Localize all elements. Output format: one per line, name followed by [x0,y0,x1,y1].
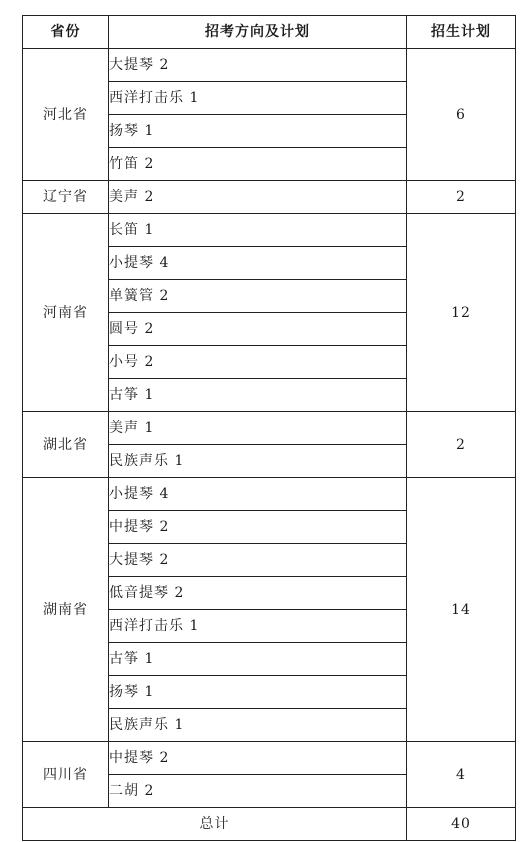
total-value: 40 [407,808,516,841]
direction-cell: 中提琴 2 [109,742,407,775]
total-row [23,808,516,841]
direction-cell: 小号 2 [109,346,407,379]
table-row [23,478,516,511]
direction-cell: 单簧管 2 [109,280,407,313]
direction-cell: 低音提琴 2 [109,577,407,610]
direction-cell: 长笛 1 [109,214,407,247]
total-label: 总计 [23,808,407,841]
plan-count-cell: 2 [407,181,516,214]
header-direction: 招考方向及计划 [109,16,407,49]
province-cell: 河北省 [23,49,109,181]
province-cell: 辽宁省 [23,181,109,214]
header-province: 省份 [23,16,109,49]
header-row [23,16,516,49]
direction-cell: 古筝 1 [109,379,407,412]
province-cell: 湖南省 [23,478,109,742]
plan-count-cell: 14 [407,478,516,742]
direction-cell: 圆号 2 [109,313,407,346]
direction-cell: 大提琴 2 [109,49,407,82]
direction-cell: 扬琴 1 [109,115,407,148]
province-cell: 四川省 [23,742,109,808]
table-body [23,49,516,841]
province-cell: 湖北省 [23,412,109,478]
direction-cell: 中提琴 2 [109,511,407,544]
direction-cell: 民族声乐 1 [109,445,407,478]
table-row [23,742,516,775]
direction-cell: 扬琴 1 [109,676,407,709]
direction-cell: 小提琴 4 [109,478,407,511]
direction-cell: 美声 2 [109,181,407,214]
province-cell: 河南省 [23,214,109,412]
plan-count-cell: 6 [407,49,516,181]
direction-cell: 古筝 1 [109,643,407,676]
table-row [23,181,516,214]
table-row [23,49,516,82]
direction-cell: 竹笛 2 [109,148,407,181]
direction-cell: 二胡 2 [109,775,407,808]
table-row [23,412,516,445]
direction-cell: 大提琴 2 [109,544,407,577]
direction-cell: 美声 1 [109,412,407,445]
plan-count-cell: 12 [407,214,516,412]
header-plan: 招生计划 [407,16,516,49]
plan-count-cell: 2 [407,412,516,478]
table-row [23,214,516,247]
direction-cell: 西洋打击乐 1 [109,82,407,115]
direction-cell: 西洋打击乐 1 [109,610,407,643]
direction-cell: 小提琴 4 [109,247,407,280]
plan-count-cell: 4 [407,742,516,808]
direction-cell: 民族声乐 1 [109,709,407,742]
enrollment-plan-table [22,15,516,841]
